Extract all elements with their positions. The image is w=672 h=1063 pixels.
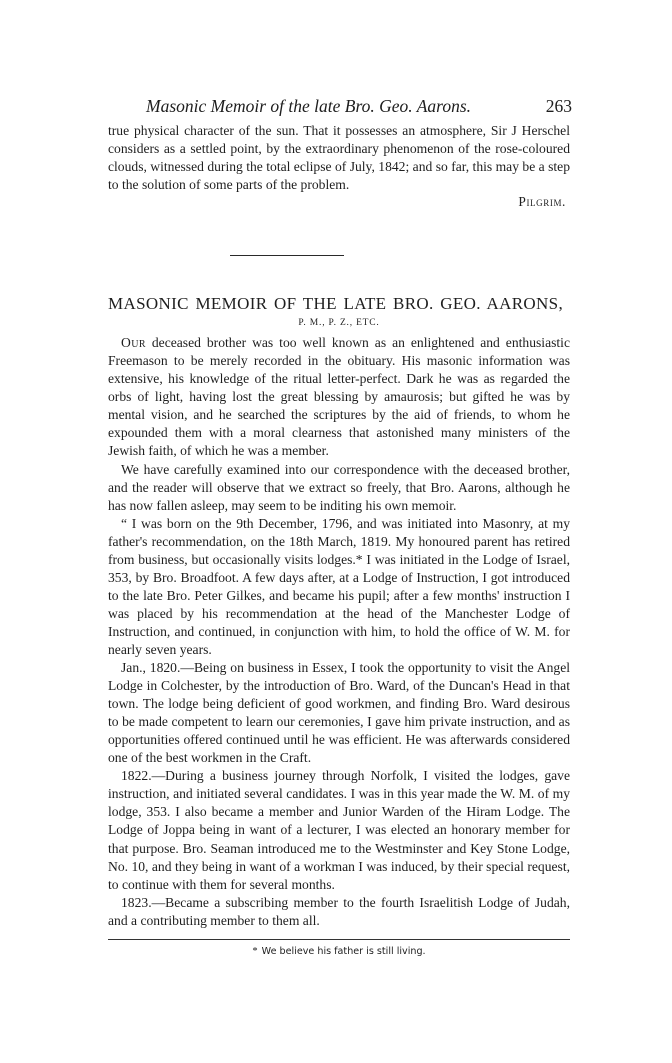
article-paragraph-6: 1823.—Became a subscribing member to the fourth Israelitish Lodge of Judah, and a contributing member to them all. [108, 894, 570, 928]
article-paragraph-1-text: deceased brother was too well known as an enlightened and enthusiastic Freemason to be merely recorded in the obituary. His masonic information was extensive, his knowledge of the ritual letter-perfect. Dark he was as regarded the orbs of light, having lost the great blessing by amaurosis; but gifted he was by mental vision, and he searched the scriptures by the aid of friends, to whom he expounded them with a moral clearness that astonished many ministers of the Jewish faith, of which he was a member. [108, 335, 570, 459]
footnote-text: We believe his father is still living. [261, 945, 426, 957]
footnote-rule [108, 939, 570, 940]
article-paragraph-2: We have carefully examined into our correspondence with the deceased brother, and the reader will observe that we extract so freely, that Bro. Aarons, although he has now fallen asleep, may seem to be inditing his own memoir. [108, 461, 570, 513]
page-number: 263 [545, 96, 572, 116]
preceding-article-end [108, 122, 570, 211]
footnote [108, 946, 570, 957]
article-body [108, 334, 570, 930]
article-paragraph-5: 1822.—During a business journey through Norfolk, I visited the lodges, gave instruction, and initiated several candidates. I was in this year made the W. M. of my lodge, 353. I also became a member and Junior Warden of the Hiram Lodge. The Lodge of Joppa being in want of a lecturer, I was elected an honorary member for that purpose. Bro. Seaman introduced me to the Westminster and Key Stone Lodge, No. 10, and they being in want of a workman I was induced, by their special request, to continue with them for several months. [108, 768, 570, 892]
running-head [108, 96, 570, 122]
article-paragraph-4: Jan., 1820.—Being on business in Essex, I took the opportunity to visit the Angel Lodge in Colchester, by the introduction of Bro. Ward, of the Duncan's Head in that town. The lodge being deficient of good workmen, and finding Bro. Ward desirous to be made competent to learn our ceremonies, I gave him private instruction, and as opportunities offered continued until he was efficient. He was afterwards considered one of the best workmen in the Craft. [108, 660, 570, 766]
opening-word: Our [121, 335, 146, 351]
running-title: Masonic Memoir of the late Bro. Geo. Aarons. [146, 96, 472, 116]
article-title: MASONIC MEMOIR OF THE LATE BRO. GEO. AARONS, [108, 294, 564, 314]
author-signature: Pilgrim. [518, 194, 566, 210]
preceding-paragraph: true physical character of the sun. That it possesses an atmosphere, Sir J Herschel considers as a settled point, by the extraordinary phenomenon of the rose-coloured clouds, witnessed during the total eclipse of July, 1842; and so far, this may be a step to the solution of some parts of the problem. [108, 123, 570, 193]
article-paragraph-3: “ I was born on the 9th December, 1796, and was initiated into Masonry, at my father's recommendation, on the 18th March, 1819. My honoured parent has retired from business, but occasionally visits lodges.* I was initiated in the Lodge of Israel, 353, by Bro. Broadfoot. A few days after, at a Lodge of Instruction, I got introduced to the late Bro. Peter Gilkes, and became his pupil; after a few months' instruction I was placed by his recommendation at the head of the Manchester Lodge of Instruction, and continued, in conjunction with him, to hold the office of W. M. for nearly seven years. [108, 515, 570, 657]
article-paragraph-1 [108, 334, 570, 460]
section-divider [230, 255, 344, 256]
article-subtitle: P. M., P. Z., ETC. [298, 318, 380, 329]
footnote-marker: * [252, 945, 258, 957]
book-page [108, 96, 570, 957]
